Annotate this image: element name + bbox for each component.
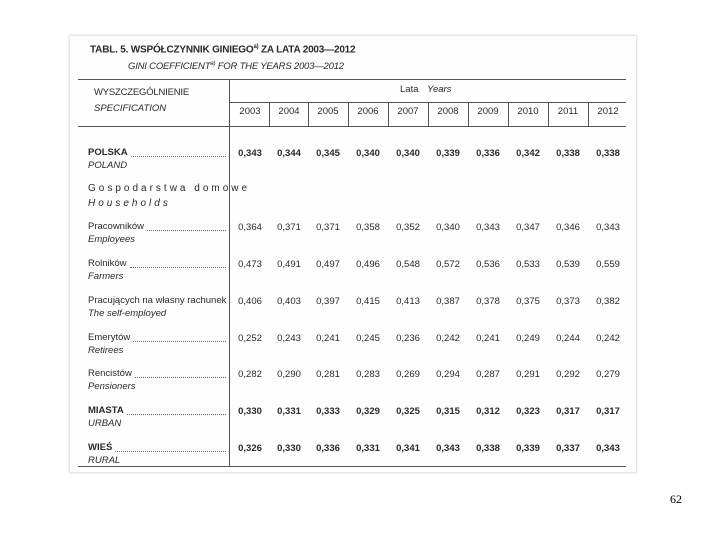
- table-cell: 0,339: [436, 148, 460, 159]
- table-cell: 0,340: [396, 148, 420, 159]
- table-cell: 0,572: [436, 259, 460, 270]
- table-cell: 0,345: [316, 148, 340, 159]
- table-cell: 0,279: [596, 369, 620, 380]
- table-cell: 0,559: [596, 259, 620, 270]
- table-cell: 0,315: [436, 406, 460, 417]
- header-specification-en: SPECIFICATION: [94, 103, 167, 114]
- table-cell: 0,406: [238, 296, 262, 307]
- leader-dots: [115, 451, 226, 452]
- leader-dots: [147, 230, 226, 231]
- year-column-divider: [468, 102, 469, 126]
- year-header: 2004: [278, 106, 300, 117]
- table-cell: 0,343: [596, 222, 620, 233]
- table-scan-image: [70, 36, 636, 472]
- table-cell: 0,343: [238, 148, 262, 159]
- table-cell: 0,347: [516, 222, 540, 233]
- table-cell: 0,333: [316, 406, 340, 417]
- table-cell: 0,375: [516, 296, 540, 307]
- year-header: 2006: [357, 106, 379, 117]
- row-label-pl: Emerytów: [88, 332, 131, 343]
- row-label-pl: Pracujących na własny rachunek: [88, 295, 227, 306]
- table-cell: 0,343: [436, 443, 460, 454]
- table-cell: 0,364: [238, 222, 262, 233]
- table-cell: 0,358: [356, 222, 380, 233]
- header-years-label: Lata Years: [400, 84, 452, 95]
- row-label-en: Employees: [88, 234, 135, 245]
- year-column-divider: [388, 102, 389, 126]
- table-cell: 0,330: [277, 443, 301, 454]
- year-column-divider: [548, 102, 549, 126]
- year-column-divider: [269, 102, 270, 126]
- table-cell: 0,317: [596, 406, 620, 417]
- table-cell: 0,371: [277, 222, 301, 233]
- leader-dots: [130, 267, 226, 268]
- table-cell: 0,548: [396, 259, 420, 270]
- table-cell: 0,245: [356, 333, 380, 344]
- table-cell: 0,336: [476, 148, 500, 159]
- table-cell: 0,291: [516, 369, 540, 380]
- table-cell: 0,382: [596, 296, 620, 307]
- table-cell: 0,269: [396, 369, 420, 380]
- table-cell: 0,317: [556, 406, 580, 417]
- year-header: 2007: [397, 106, 419, 117]
- table-cell: 0,325: [396, 406, 420, 417]
- table-cell: 0,373: [556, 296, 580, 307]
- row-label-pl: Rolników: [88, 258, 127, 269]
- row-label-en: URBAN: [88, 418, 122, 429]
- year-header: 2012: [597, 106, 619, 117]
- row-label-pl: WIEŚ: [88, 442, 113, 453]
- year-column-divider: [588, 102, 589, 126]
- table-cell: 0,336: [316, 443, 340, 454]
- table-cell: 0,344: [277, 148, 301, 159]
- table-cell: 0,413: [396, 296, 420, 307]
- table-title-pl: TABL. 5. WSPÓŁCZYNNIK GINIEGO$^{a)}$ ZA LATA 2003—2012: [90, 44, 356, 56]
- row-label-pl: POLSKA: [88, 147, 128, 158]
- table-cell: 0,340: [436, 222, 460, 233]
- row-label-pl: Gospodarstwa domowe: [88, 183, 251, 194]
- row-label-pl: Rencistów: [88, 368, 132, 379]
- table-cell: 0,491: [277, 259, 301, 270]
- table-cell: 0,243: [277, 333, 301, 344]
- table-cell: 0,340: [356, 148, 380, 159]
- year-header: 2010: [517, 106, 539, 117]
- table-cell: 0,330: [238, 406, 262, 417]
- year-column-divider: [428, 102, 429, 126]
- table-cell: 0,331: [277, 406, 301, 417]
- table-cell: 0,282: [238, 369, 262, 380]
- row-label-pl: Pracowników: [88, 221, 144, 232]
- table-cell: 0,473: [238, 259, 262, 270]
- leader-dots: [127, 414, 226, 415]
- table-cell: 0,533: [516, 259, 540, 270]
- table-cell: 0,252: [238, 333, 262, 344]
- year-header: 2005: [317, 106, 339, 117]
- table-cell: 0,283: [356, 369, 380, 380]
- table-cell: 0,387: [436, 296, 460, 307]
- header-rule: [78, 126, 626, 127]
- table-cell: 0,236: [396, 333, 420, 344]
- table-cell: 0,241: [316, 333, 340, 344]
- table-cell: 0,338: [556, 148, 580, 159]
- year-header: 2008: [437, 106, 459, 117]
- table-cell: 0,242: [436, 333, 460, 344]
- table-cell: 0,539: [556, 259, 580, 270]
- table-cell: 0,403: [277, 296, 301, 307]
- table-title-en: GINI COEFFICIENT$^{a)}$ FOR THE YEARS 2003—2012: [128, 61, 344, 73]
- table-cell: 0,249: [516, 333, 540, 344]
- table-cell: 0,339: [516, 443, 540, 454]
- row-label-en: Households: [88, 198, 171, 209]
- table-cell: 0,338: [476, 443, 500, 454]
- leader-dots: [133, 341, 226, 342]
- table-cell: 0,496: [356, 259, 380, 270]
- table-cell: 0,337: [556, 443, 580, 454]
- table-cell: 0,294: [436, 369, 460, 380]
- table-cell: 0,312: [476, 406, 500, 417]
- table-cell: 0,343: [596, 443, 620, 454]
- table-cell: 0,341: [396, 443, 420, 454]
- table-cell: 0,346: [556, 222, 580, 233]
- table-cell: 0,378: [476, 296, 500, 307]
- table-cell: 0,287: [476, 369, 500, 380]
- table-cell: 0,242: [596, 333, 620, 344]
- table-cell: 0,329: [356, 406, 380, 417]
- table-cell: 0,342: [516, 148, 540, 159]
- row-label-en: POLAND: [88, 160, 128, 171]
- bottom-rule: [78, 466, 626, 467]
- year-header: 2003: [239, 106, 261, 117]
- header-specification-pl: WYSZCZEGÓLNIENIE: [94, 87, 189, 98]
- row-label-en: Retirees: [88, 345, 124, 356]
- leader-dots: [135, 377, 226, 378]
- table-cell: 0,415: [356, 296, 380, 307]
- row-label-en: Farmers: [88, 271, 124, 282]
- table-cell: 0,497: [316, 259, 340, 270]
- page-number: 62: [670, 492, 682, 506]
- table-cell: 0,331: [356, 443, 380, 454]
- row-label-en: Pensioners: [88, 381, 136, 392]
- table-cell: 0,352: [396, 222, 420, 233]
- row-label-en: RURAL: [88, 455, 121, 466]
- top-rule: [78, 79, 626, 80]
- table-cell: 0,536: [476, 259, 500, 270]
- row-label-pl: MIASTA: [88, 405, 124, 416]
- table-cell: 0,338: [596, 148, 620, 159]
- table-cell: 0,343: [476, 222, 500, 233]
- table-cell: 0,292: [556, 369, 580, 380]
- table-cell: 0,397: [316, 296, 340, 307]
- year-header: 2011: [557, 106, 579, 117]
- table-cell: 0,326: [238, 443, 262, 454]
- table-cell: 0,244: [556, 333, 580, 344]
- year-header: 2009: [477, 106, 499, 117]
- leader-dots: [131, 156, 226, 157]
- year-column-divider: [348, 102, 349, 126]
- year-column-divider: [508, 102, 509, 126]
- row-label-en: The self-employed: [88, 308, 167, 319]
- table-cell: 0,323: [516, 406, 540, 417]
- year-column-divider: [308, 102, 309, 126]
- table-cell: 0,241: [476, 333, 500, 344]
- table-cell: 0,371: [316, 222, 340, 233]
- table-cell: 0,290: [277, 369, 301, 380]
- table-cell: 0,281: [316, 369, 340, 380]
